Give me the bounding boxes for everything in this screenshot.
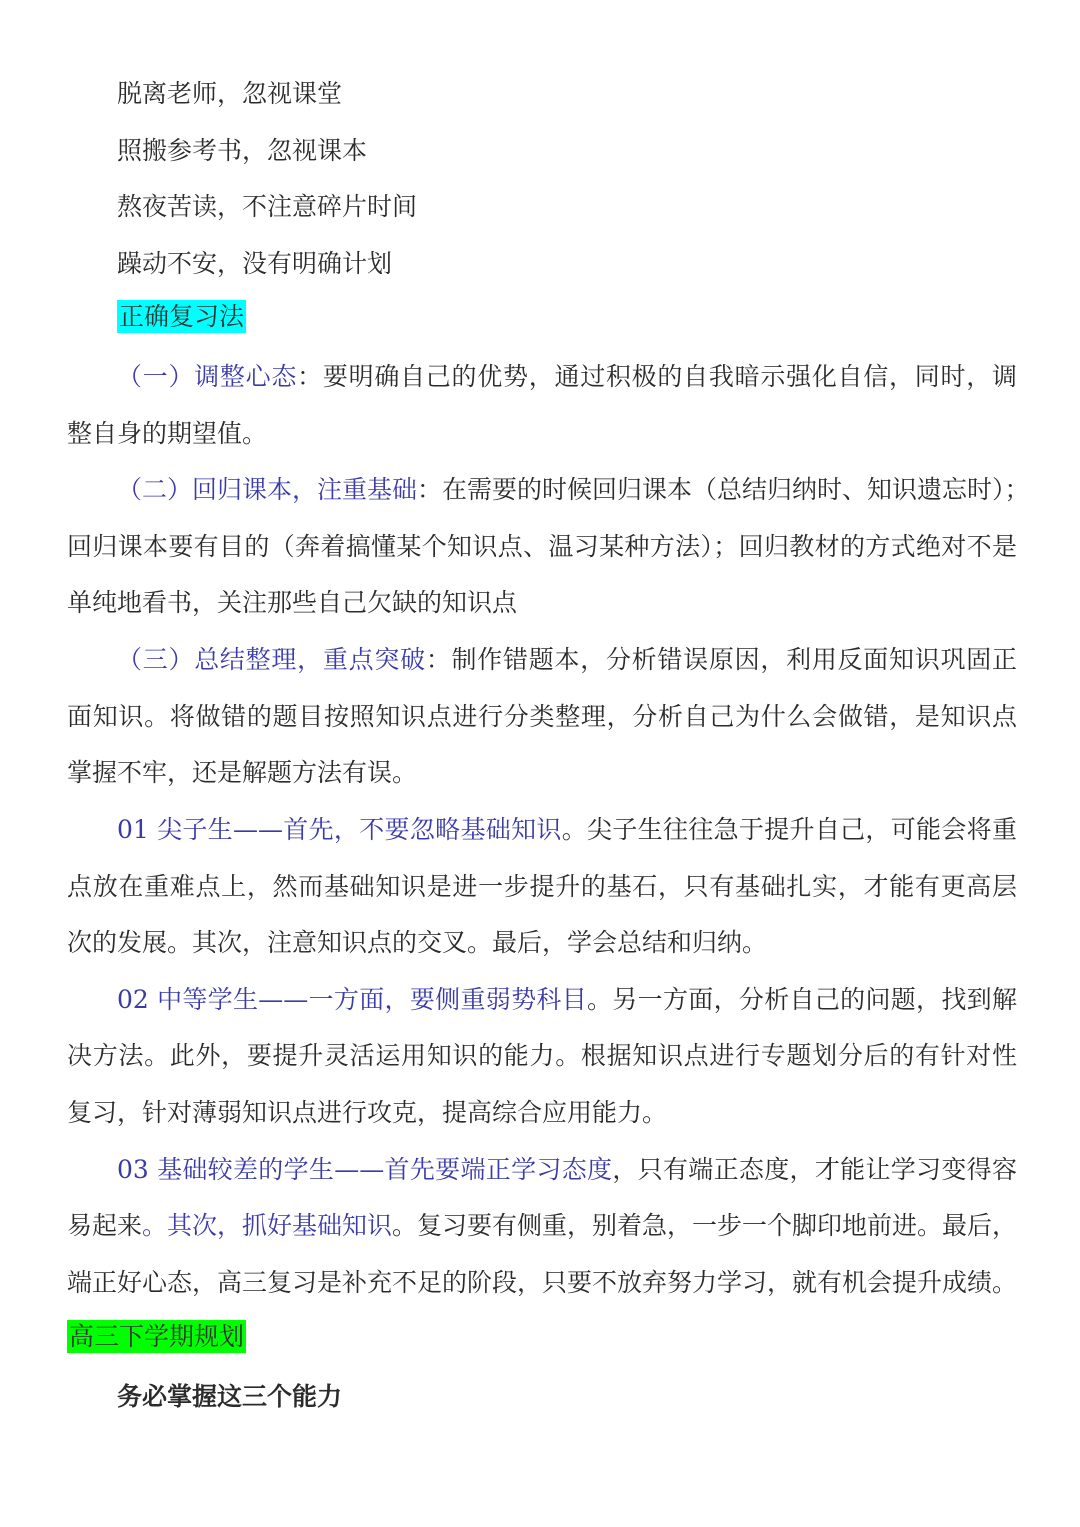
mistake-item: 脱离老师，忽视课堂 — [117, 79, 343, 108]
method-1-line: 整自身的期望值。 — [67, 419, 268, 448]
highlighted-heading: 高三下学期规划 — [69, 1322, 245, 1351]
method-text: 在需要的时候回归课本（总结归纳时、知识遗忘时）； — [442, 475, 1030, 504]
student-02-line: 复习，针对薄弱知识点进行攻克，提高综合应用能力。 — [67, 1098, 668, 1127]
method-sep: ： — [425, 645, 452, 674]
student-text: 。另一方面，分析自己的问题，找到解 — [587, 985, 1017, 1014]
method-sep: ： — [297, 362, 323, 391]
student-02-line — [117, 983, 1017, 1017]
student-01-line: 次的发展。其次，注意知识点的交叉。最后，学会总结和归纳。 — [67, 928, 768, 957]
student-heading: 02 中等学生——一方面，要侧重弱势科目 — [117, 985, 588, 1014]
student-text: 易起来 — [67, 1211, 143, 1240]
method-heading: （一）调整心态 — [117, 362, 298, 391]
method-3-line — [117, 643, 1017, 677]
student-text: 。尖子生往往急于提升自己，可能会将重 — [561, 815, 1017, 844]
student-text: 。复习要有侧重，别着急，一步一个脚印地前进。最后， — [392, 1211, 1018, 1240]
student-03-line — [67, 1209, 1017, 1243]
student-01-line — [117, 813, 1017, 847]
highlighted-heading: 正确复习法 — [119, 302, 245, 331]
method-2-line: 回归课本要有目的（奔着搞懂某个知识点、温习某种方法）；回归教材的方式绝对不是 — [67, 532, 1017, 561]
student-heading: 01 尖子生——首先，不要忽略基础知识 — [117, 815, 562, 844]
section-title-semester-plan — [67, 1320, 1017, 1354]
mistake-item: 照搬参考书，忽视课本 — [117, 136, 368, 165]
student-text: ，只有端正态度，才能让学习变得容 — [612, 1155, 1017, 1184]
method-2-line — [117, 473, 1030, 507]
method-text: 制作错题本，分析错误原因，利用反面知识巩固正 — [451, 645, 1017, 674]
method-heading: （三）总结整理，重点突破 — [117, 645, 426, 674]
method-3-line: 面知识。将做错的题目按照知识点进行分类整理，分析自己为什么会做错，是知识点 — [67, 702, 1017, 731]
student-subheading: 。其次，抓好基础知识 — [142, 1211, 393, 1240]
method-heading: （二）回归课本，注重基础 — [117, 475, 418, 504]
method-text: 要明确自己的优势，通过积极的自我暗示强化自信，同时，调 — [322, 362, 1017, 391]
student-02-line: 决方法。此外，要提升灵活运用知识的能力。根据知识点进行专题划分后的有针对性 — [67, 1041, 1017, 1070]
student-01-line: 点放在重难点上，然而基础知识是进一步提升的基石，只有基础扎实，才能有更高层 — [67, 872, 1017, 901]
section-title-review-methods — [117, 300, 1017, 334]
section-subtitle: 务必掌握这三个能力 — [117, 1382, 343, 1411]
method-1-line — [117, 360, 1017, 394]
student-03-line — [117, 1153, 1017, 1187]
method-sep: ： — [417, 475, 443, 504]
method-2-line: 单纯地看书，关注那些自己欠缺的知识点 — [67, 588, 518, 617]
mistake-item: 熬夜苦读，不注意碎片时间 — [117, 192, 418, 221]
student-03-line: 端正好心态，高三复习是补充不足的阶段，只要不放弃努力学习，就有机会提升成绩。 — [67, 1268, 1018, 1297]
mistake-item: 躁动不安，没有明确计划 — [117, 249, 393, 278]
student-heading: 03 基础较差的学生——首先要端正学习态度 — [117, 1155, 613, 1184]
method-3-line: 掌握不牢，还是解题方法有误。 — [67, 758, 418, 787]
